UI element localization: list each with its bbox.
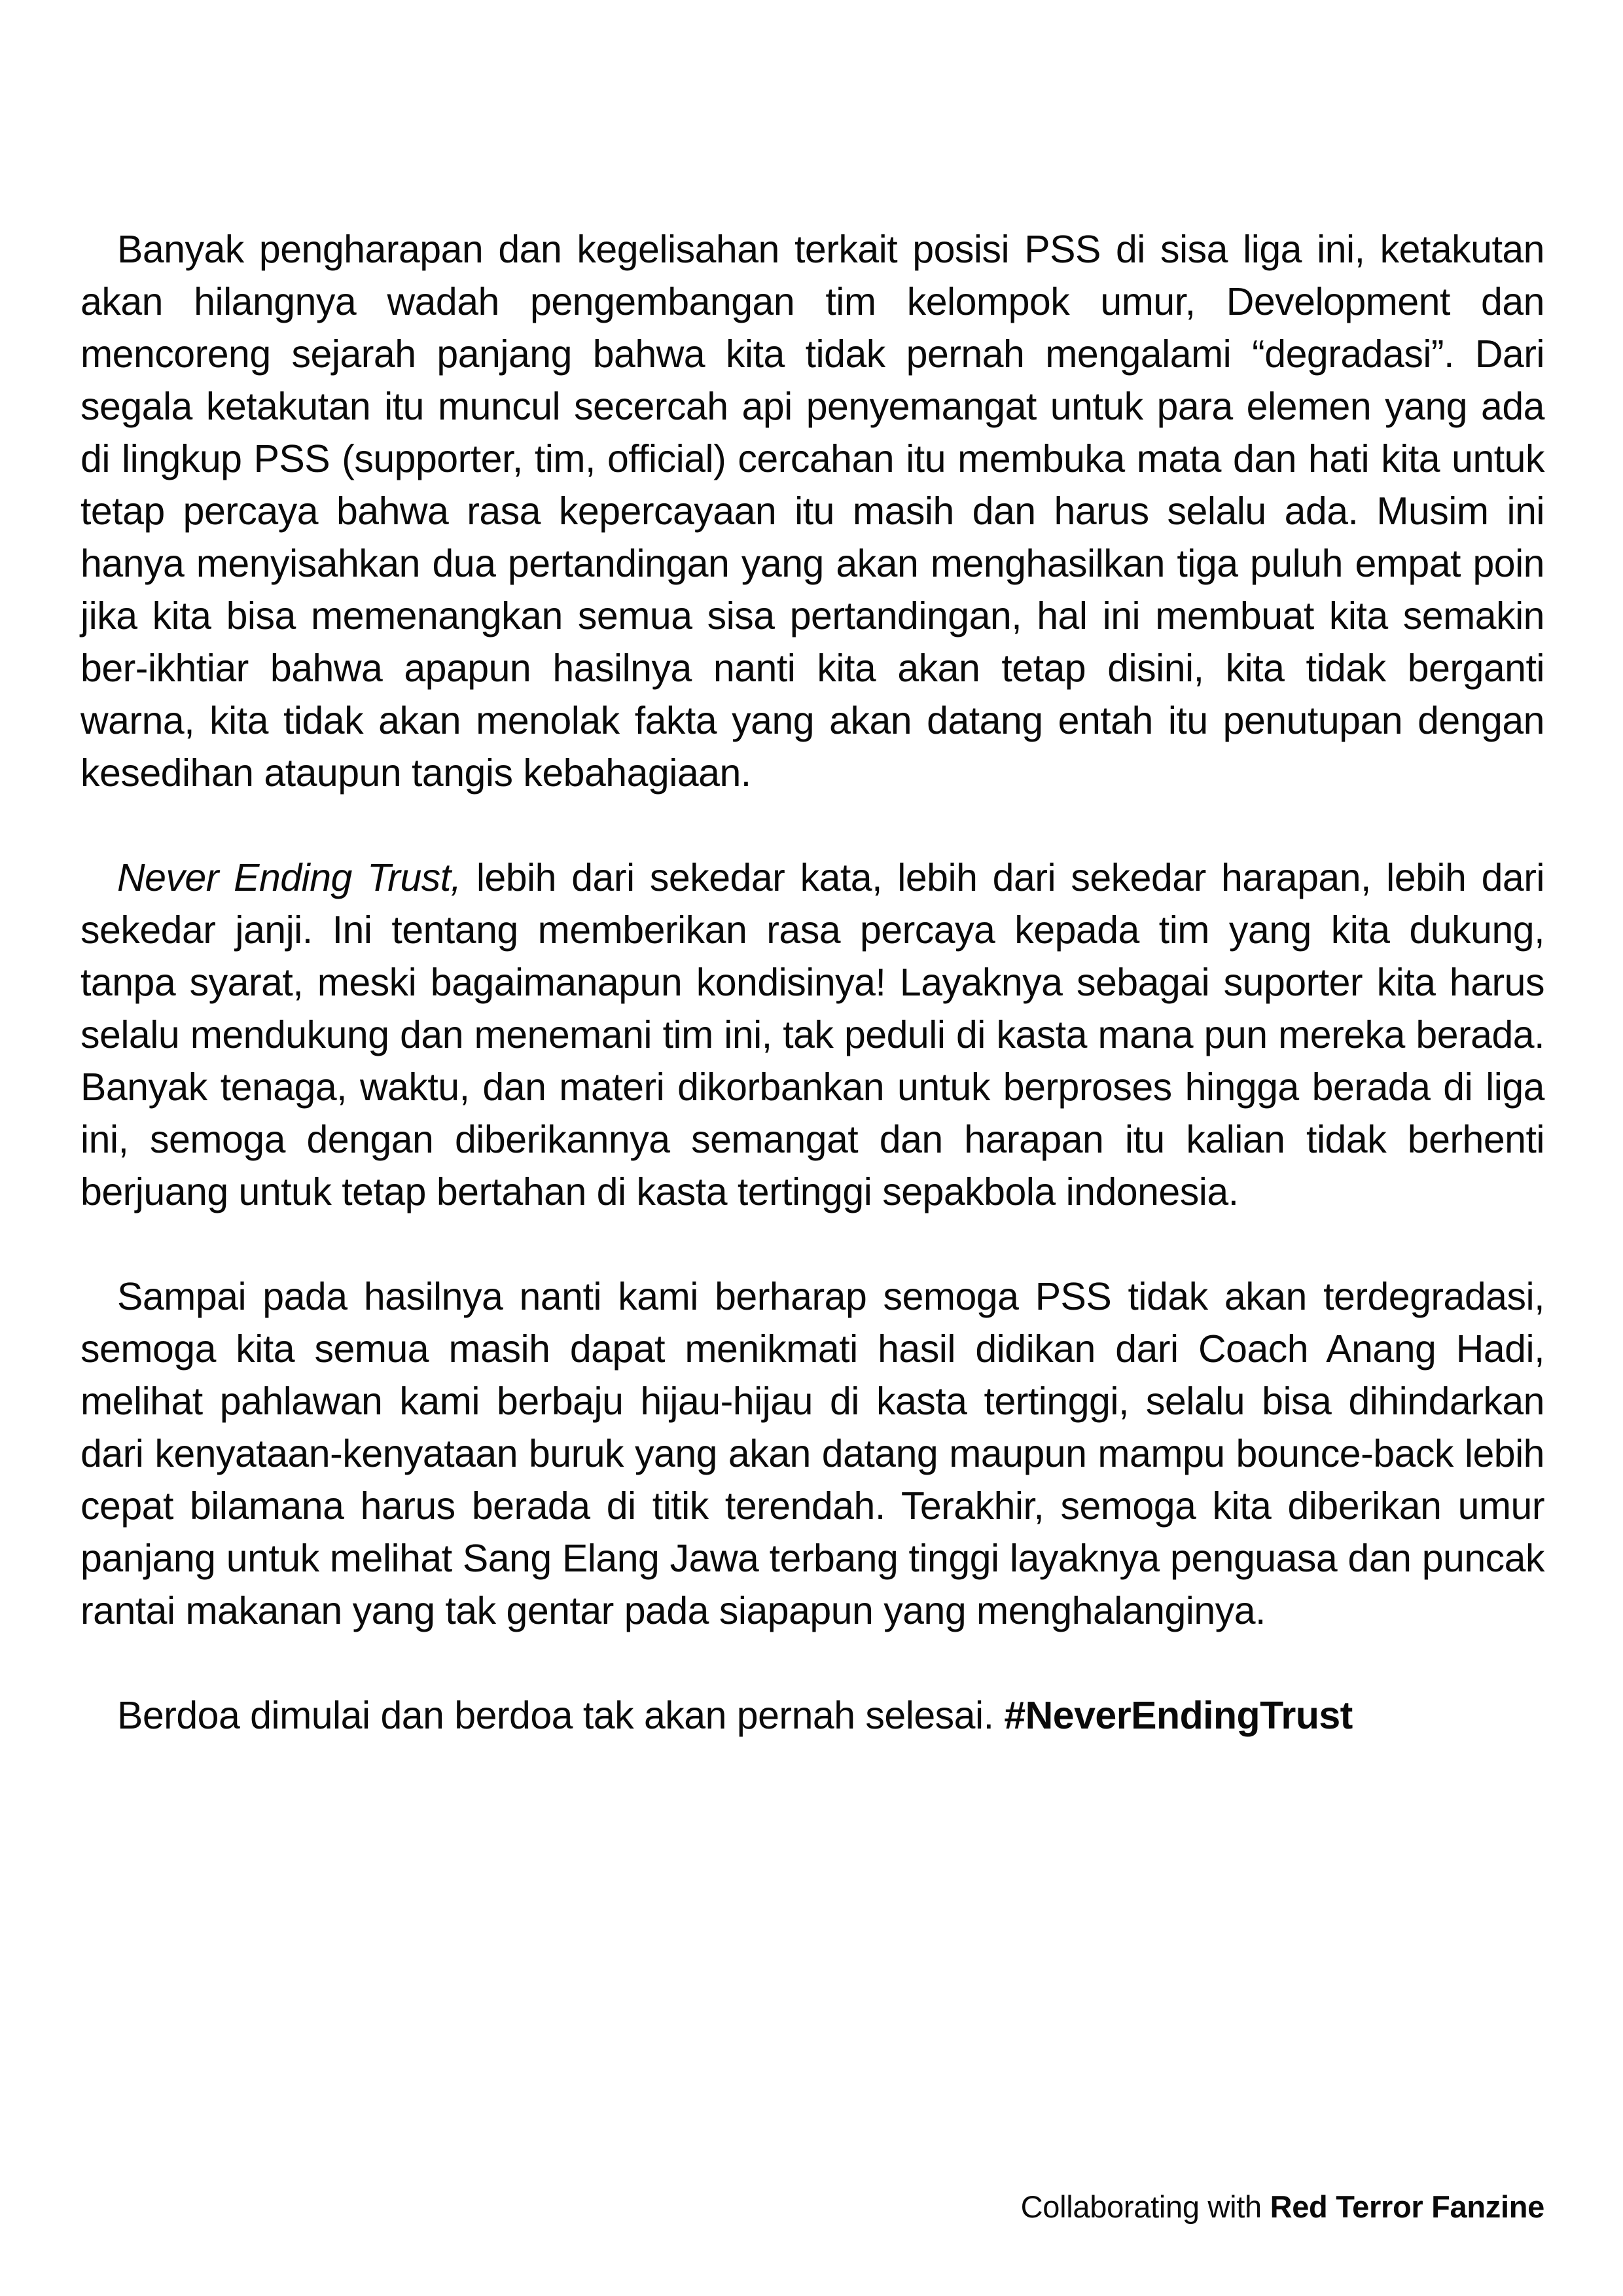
footer-credit [1021,2189,1544,2225]
footer-credit-brand: Red Terror Fanzine [1270,2189,1544,2224]
article-body [80,223,1544,1742]
paragraph [80,852,1544,1218]
text-segment: Sampai pada hasilnya nanti kami berharap semoga PSS tidak akan terdegradasi, semoga kita semua masih dapat menikmati hasil didikan dari Coach Anang Hadi, melihat pahlawan kami berbaju hijau-hijau di kasta tertinggi, selalu bisa dihindarkan dari kenyataan-kenyataan buruk yang akan datang maupun mampu bounce-back lebih cepat bilamana harus berada di titik terendah. Terakhir, semoga kita diberikan umur panjang untuk melihat Sang Elang Jawa terbang tinggi layaknya penguasa dan puncak rantai makanan yang tak gentar pada siapapun yang menghalanginya. [80,1275,1544,1632]
paragraph [80,223,1544,799]
text-segment: lebih dari sekedar kata, lebih dari sekedar harapan, lebih dari sekedar janji. Ini tentang memberikan rasa percaya kepada tim yang kita dukung, tanpa syarat, meski bagaimanapun kondisinya! Layaknya sebagai suporter kita harus selalu mendukung dan menemani tim ini, tak peduli di kasta mana pun mereka berada. Banyak tenaga, waktu, dan materi dikorbankan untuk berproses hingga berada di liga ini, semoga dengan diberikannya semangat dan harapan itu kalian tidak berhenti berjuang untuk tetap bertahan di kasta tertinggi sepakbola indonesia. [80,856,1544,1213]
italic-text-segment: Never Ending Trust, [117,856,461,899]
bold-text-segment: #NeverEndingTrust [1004,1694,1353,1737]
text-segment: Berdoa dimulai dan berdoa tak akan pernah selesai. [117,1694,1005,1737]
paragraph [80,1689,1544,1742]
text-segment: Banyak pengharapan dan kegelisahan terkait posisi PSS di sisa liga ini, ketakutan akan hilangnya wadah pengembangan tim kelompok umur, Development dan mencoreng sejarah panjang bahwa kita tidak pernah mengalami “degradasi”. Dari segala ketakutan itu muncul secercah api penyemangat untuk para elemen yang ada di lingkup PSS (supporter, tim, official) cercahan itu membuka mata dan hati kita untuk tetap percaya bahwa rasa kepercayaan itu masih dan harus selalu ada. Musim ini hanya menyisahkan dua pertandingan yang akan menghasilkan tiga puluh empat poin jika kita bisa memenangkan semua sisa pertandingan, hal ini membuat kita semakin ber-ikhtiar bahwa apapun hasilnya nanti kita akan tetap disini, kita tidak berganti warna, kita tidak akan menolak fakta yang akan datang entah itu penutupan dengan kesedihan ataupun tangis kebahagiaan. [80,228,1544,795]
paragraph [80,1270,1544,1637]
footer-credit-prefix: Collaborating with [1020,2189,1270,2224]
